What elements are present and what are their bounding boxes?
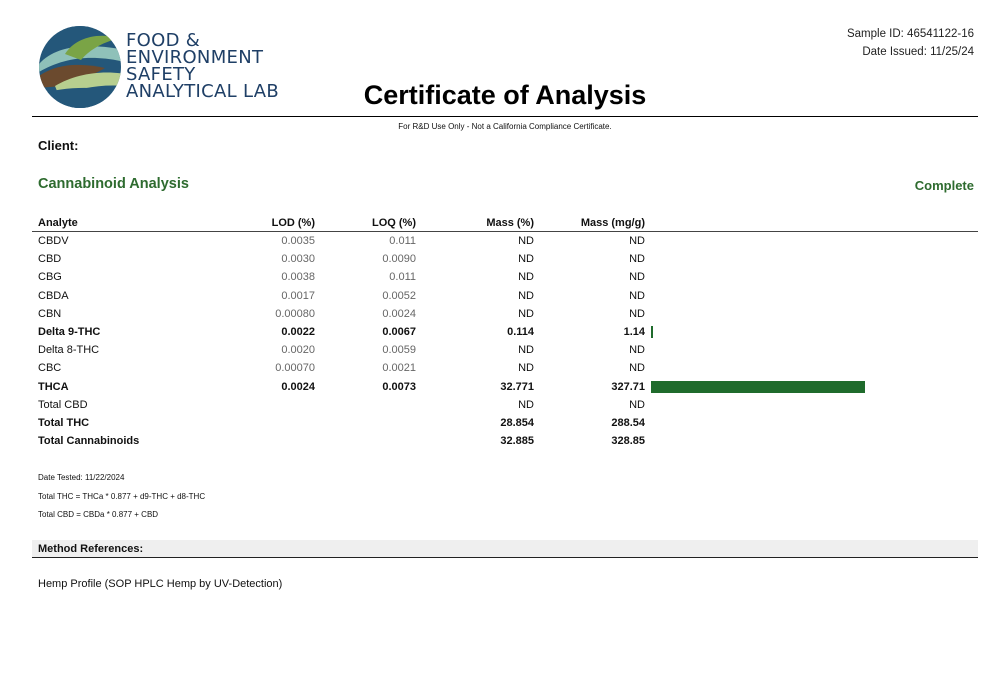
mass-mg-cell: 288.54	[611, 417, 645, 429]
mass-pct-cell: ND	[518, 271, 534, 284]
lab-logo-icon	[35, 24, 125, 110]
loq-cell: 0.0090	[382, 253, 416, 266]
lod-cell: 0.0020	[281, 344, 315, 357]
date-tested: Date Tested: 11/22/2024	[38, 473, 125, 482]
col-mass-mg: Mass (mg/g)	[580, 217, 645, 229]
method-references-bar	[32, 540, 978, 558]
analyte-cell: CBDA	[38, 289, 69, 302]
analyte-cell: CBG	[38, 271, 62, 284]
table-row	[32, 268, 978, 286]
analyte-cell: Delta 9-THC	[38, 326, 101, 338]
analyte-cell: Delta 8-THC	[38, 344, 100, 357]
analyte-cell: THCA	[38, 380, 69, 393]
mass-bar	[651, 381, 865, 393]
analyte-cell: CBC	[38, 362, 62, 375]
lod-cell: 0.0024	[281, 380, 315, 393]
mass-mg-cell: ND	[629, 289, 645, 302]
table-row	[32, 323, 978, 341]
mass-pct-cell: 32.885	[500, 435, 534, 448]
mass-bar	[651, 326, 653, 338]
mass-pct-cell: ND	[518, 398, 534, 411]
loq-cell: 0.0059	[382, 344, 416, 357]
mass-pct-cell: 28.854	[500, 417, 534, 429]
mass-pct-cell: ND	[518, 307, 534, 320]
analyte-cell: CBDV	[38, 235, 69, 247]
analyte-cell: CBN	[38, 307, 62, 320]
section-title: Cannabinoid Analysis	[38, 176, 189, 192]
method-reference-text: Hemp Profile (SOP HPLC Hemp by UV-Detection)	[38, 578, 283, 590]
col-analyte: Analyte	[38, 217, 78, 229]
mass-pct-cell: ND	[518, 253, 534, 266]
mass-mg-cell: 328.85	[611, 435, 645, 448]
table-row	[32, 432, 978, 450]
table-row	[32, 232, 978, 250]
loq-cell: 0.011	[389, 235, 416, 247]
table-row	[32, 396, 978, 414]
table-header	[32, 215, 978, 232]
lab-name-line-4: ANALYTICAL LAB	[126, 81, 279, 102]
lab-name-line-2: ENVIRONMENT	[126, 47, 264, 68]
mass-mg-cell: ND	[629, 253, 645, 266]
lod-cell: 0.0038	[281, 271, 315, 284]
total-thc-formula: Total THC = THCa * 0.877 + d9-THC + d8-THC	[38, 492, 206, 501]
table-row	[32, 378, 978, 396]
col-lod: LOD (%)	[271, 217, 315, 229]
analyte-cell: CBD	[38, 253, 62, 266]
loq-cell: 0.0024	[382, 307, 416, 320]
col-loq: LOQ (%)	[372, 217, 416, 229]
status-badge: Complete	[914, 178, 974, 193]
analyte-cell: Total THC	[38, 417, 90, 429]
client-label: Client:	[38, 138, 79, 153]
mass-mg-cell: ND	[629, 398, 645, 411]
method-references-heading: Method References:	[38, 543, 144, 555]
lod-cell: 0.00080	[275, 307, 315, 320]
lod-cell: 0.0035	[281, 235, 315, 247]
date-issued: Date Issued: 11/25/24	[862, 46, 974, 58]
table-row	[32, 359, 978, 377]
mass-pct-cell: ND	[518, 344, 534, 357]
lab-name-line-1: FOOD &	[126, 30, 201, 51]
mass-mg-cell: ND	[629, 307, 645, 320]
header-divider	[32, 116, 978, 117]
loq-cell: 0.0067	[382, 326, 416, 338]
lab-logo	[35, 24, 125, 110]
lod-cell: 0.0017	[281, 289, 315, 302]
mass-pct-cell: 0.114	[507, 326, 534, 338]
table-row	[32, 305, 978, 323]
lod-cell: 0.00070	[275, 362, 315, 375]
table-row	[32, 287, 978, 305]
mass-mg-cell: 327.71	[611, 380, 645, 393]
loq-cell: 0.011	[389, 271, 416, 284]
mass-mg-cell: ND	[629, 362, 645, 375]
lab-name-line-3: SAFETY	[126, 64, 196, 85]
mass-mg-cell: ND	[629, 344, 645, 357]
mass-pct-cell: ND	[518, 362, 534, 375]
mass-pct-cell: ND	[518, 289, 534, 302]
table-row	[32, 414, 978, 432]
loq-cell: 0.0021	[382, 362, 416, 375]
mass-pct-cell: 32.771	[500, 380, 534, 393]
page-title: Certificate of Analysis	[363, 80, 647, 110]
col-mass-pct: Mass (%)	[486, 217, 534, 229]
sample-id: Sample ID: 46541122-16	[846, 28, 974, 40]
lod-cell: 0.0022	[281, 326, 315, 338]
table-row	[32, 341, 978, 359]
loq-cell: 0.0073	[382, 380, 416, 393]
mass-mg-cell: ND	[629, 271, 645, 284]
mass-pct-cell: ND	[518, 235, 534, 247]
table-row	[32, 250, 978, 268]
mass-mg-cell: 1.14	[623, 326, 645, 338]
analyte-cell: Total Cannabinoids	[38, 435, 140, 448]
compliance-note: For R&D Use Only - Not a California Compliance Certificate.	[398, 122, 612, 131]
total-cbd-formula: Total CBD = CBDa * 0.877 + CBD	[38, 510, 159, 519]
analyte-cell: Total CBD	[38, 398, 88, 411]
lod-cell: 0.0030	[281, 253, 315, 266]
loq-cell: 0.0052	[382, 289, 416, 302]
mass-mg-cell: ND	[629, 235, 645, 247]
